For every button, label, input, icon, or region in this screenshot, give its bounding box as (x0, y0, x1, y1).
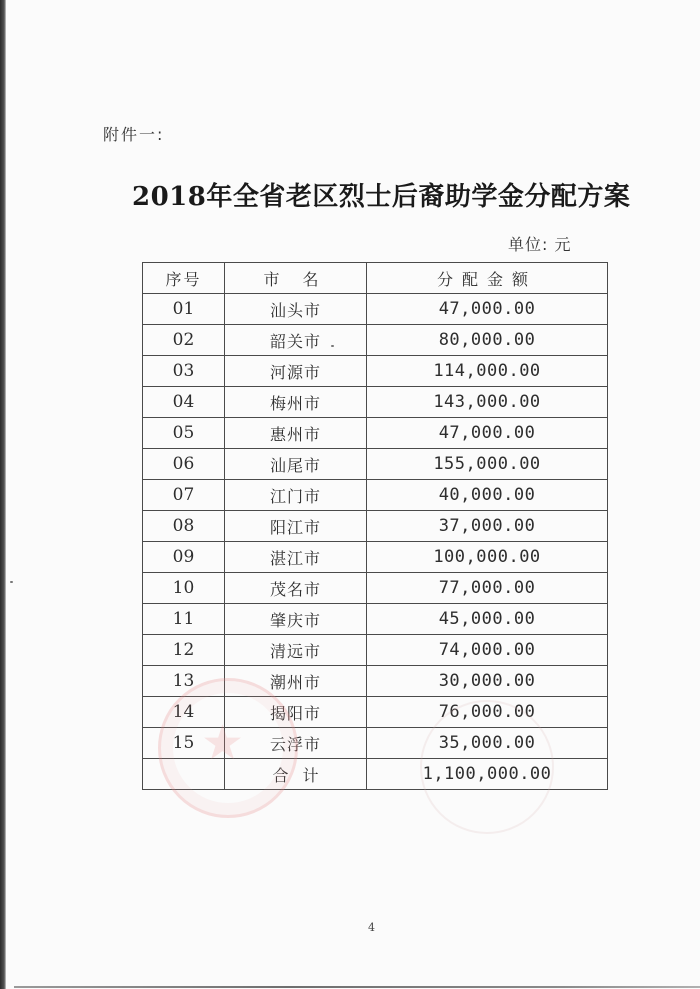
attachment-label: 附件一: (103, 125, 165, 144)
row-city: 茂名市 (225, 573, 367, 604)
total-label: 合计 (225, 759, 367, 790)
row-amount: 114,000.00 (367, 356, 608, 387)
unit-label: 单位: 元 (508, 235, 572, 254)
table-row (143, 387, 608, 418)
table-row (143, 449, 608, 480)
table-body (143, 294, 608, 790)
row-index: 10 (143, 573, 225, 604)
row-city: 清远市 (225, 635, 367, 666)
row-index: 12 (143, 635, 225, 666)
row-amount: 76,000.00 (367, 697, 608, 728)
table-row (143, 356, 608, 387)
scan-edge-bottom (14, 986, 700, 988)
header-amount: 分配金额 (367, 263, 608, 294)
row-city: 梅州市 (225, 387, 367, 418)
row-city: 河源市 (225, 356, 367, 387)
header-index: 序号 (143, 263, 225, 294)
table-row (143, 418, 608, 449)
row-index: 07 (143, 480, 225, 511)
table-row (143, 697, 608, 728)
scan-speck (10, 581, 13, 583)
row-amount: 30,000.00 (367, 666, 608, 697)
row-amount: 155,000.00 (367, 449, 608, 480)
total-index (143, 759, 225, 790)
row-index: 06 (143, 449, 225, 480)
row-amount: 37,000.00 (367, 511, 608, 542)
document-title: 2018年全省老区烈士后裔助学金分配方案 (132, 182, 631, 212)
table-row (143, 573, 608, 604)
row-city: 云浮市 (225, 728, 367, 759)
row-city: 汕尾市 (225, 449, 367, 480)
row-index: 08 (143, 511, 225, 542)
scan-edge-left (0, 0, 6, 989)
row-city: 肇庆市 (225, 604, 367, 635)
table-row (143, 325, 608, 356)
row-index: 09 (143, 542, 225, 573)
table-row (143, 604, 608, 635)
seal-star-icon: ★ (201, 715, 245, 771)
row-city: 湛江市 (225, 542, 367, 573)
row-index: 02 (143, 325, 225, 356)
row-amount: 80,000.00 (367, 325, 608, 356)
table-total-row (143, 759, 608, 790)
row-index: 14 (143, 697, 225, 728)
row-city: 惠州市 (225, 418, 367, 449)
table-row (143, 511, 608, 542)
table-header-row (143, 263, 608, 294)
page-number: 4 (368, 921, 375, 934)
row-index: 01 (143, 294, 225, 325)
row-index: 05 (143, 418, 225, 449)
row-amount: 40,000.00 (367, 480, 608, 511)
allocation-table (142, 262, 608, 790)
row-amount: 47,000.00 (367, 294, 608, 325)
row-amount: 100,000.00 (367, 542, 608, 573)
row-amount: 35,000.00 (367, 728, 608, 759)
row-amount: 47,000.00 (367, 418, 608, 449)
row-city: 潮州市 (225, 666, 367, 697)
row-amount: 77,000.00 (367, 573, 608, 604)
table-row (143, 294, 608, 325)
table-row (143, 728, 608, 759)
row-index: 04 (143, 387, 225, 418)
row-index: 13 (143, 666, 225, 697)
row-amount: 143,000.00 (367, 387, 608, 418)
row-city: 江门市 (225, 480, 367, 511)
table-row (143, 635, 608, 666)
table-row (143, 666, 608, 697)
row-amount: 74,000.00 (367, 635, 608, 666)
table-row (143, 480, 608, 511)
row-index: 03 (143, 356, 225, 387)
header-city: 市 名 (225, 263, 367, 294)
row-city: 韶关市 (225, 325, 367, 356)
row-city: 汕头市 (225, 294, 367, 325)
table-row (143, 542, 608, 573)
row-amount: 45,000.00 (367, 604, 608, 635)
row-city: 阳江市 (225, 511, 367, 542)
row-city: 揭阳市 (225, 697, 367, 728)
total-amount: 1,100,000.00 (367, 759, 608, 790)
scan-speck (331, 345, 334, 347)
row-index: 15 (143, 728, 225, 759)
row-index: 11 (143, 604, 225, 635)
